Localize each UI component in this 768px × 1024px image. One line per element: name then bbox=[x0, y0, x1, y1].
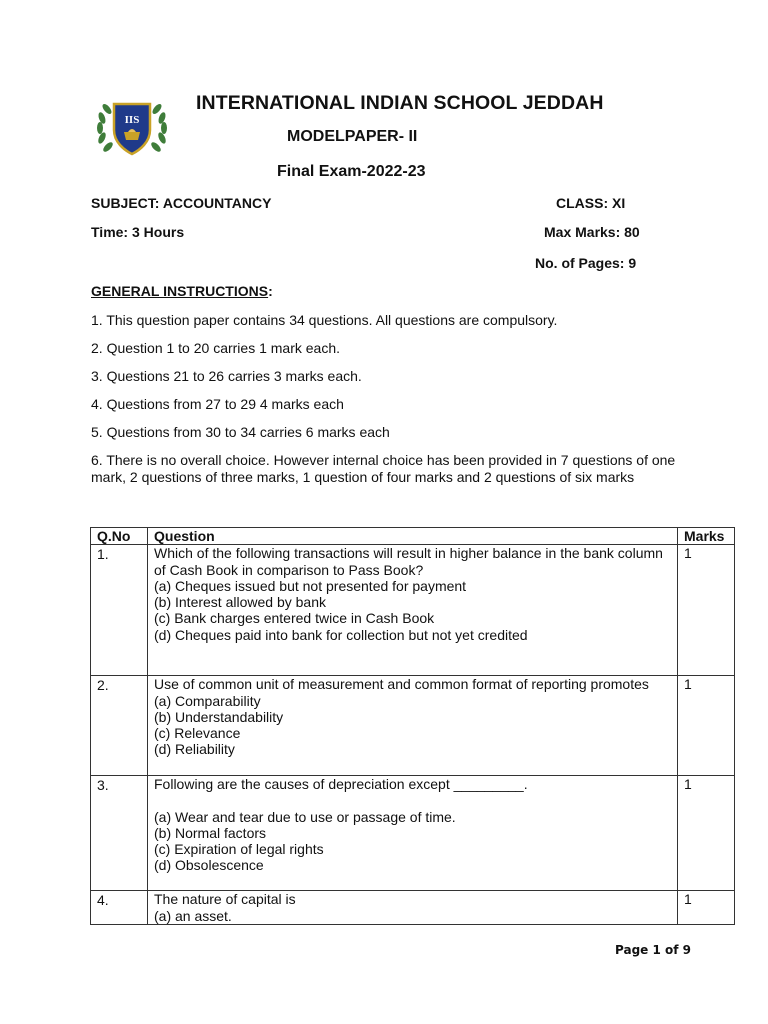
page-number: Page 1 of 9 bbox=[615, 943, 691, 957]
table-header-row bbox=[91, 528, 735, 545]
table-row bbox=[91, 545, 735, 676]
option: (b) Understandability bbox=[154, 708, 284, 725]
column-header-qno: Q.No bbox=[91, 528, 148, 545]
instruction-item: 3. Questions 21 to 26 carries 3 marks each. bbox=[91, 368, 362, 384]
instruction-item: 4. Questions from 27 to 29 4 marks each bbox=[91, 396, 344, 412]
table-row bbox=[91, 776, 735, 891]
subject-label: SUBJECT: ACCOUNTANCY bbox=[91, 195, 272, 211]
option: (d) Reliability bbox=[154, 741, 235, 758]
question-cell bbox=[148, 545, 678, 676]
table-row bbox=[91, 891, 735, 925]
instruction-item: 2. Question 1 to 20 carries 1 mark each. bbox=[91, 340, 341, 356]
pages-label: No. of Pages: 9 bbox=[535, 255, 637, 271]
option: (c) Bank charges entered twice in Cash Book bbox=[154, 610, 435, 627]
option: (a) Wear and tear due to use or passage of time. bbox=[154, 808, 456, 825]
option: (a) an asset. bbox=[154, 907, 232, 924]
option: (d) Cheques paid into bank for collection but not yet credited bbox=[154, 626, 528, 643]
instructions-heading: GENERAL INSTRUCTIONS: bbox=[91, 283, 273, 299]
option: (b) Normal factors bbox=[154, 824, 267, 841]
marks-cell: 1 bbox=[678, 891, 735, 925]
question-text: Use of common unit of measurement and common format of reporting promotes bbox=[154, 676, 649, 693]
laurel-right-icon bbox=[150, 102, 168, 153]
laurel-left-icon bbox=[97, 102, 115, 153]
instruction-item: 5. Questions from 30 to 34 carries 6 marks each bbox=[91, 424, 390, 440]
school-name: INTERNATIONAL INDIAN SCHOOL JEDDAH bbox=[196, 92, 604, 114]
option: (b) Interest allowed by bank bbox=[154, 594, 326, 611]
time-label: Time: 3 Hours bbox=[91, 224, 185, 240]
questions-table bbox=[90, 527, 735, 925]
question-text: Which of the following transactions will result in higher balance in the bank column of Cash Book in comparison to Pass Book? bbox=[154, 545, 663, 578]
column-header-marks: Marks bbox=[678, 528, 735, 545]
instruction-item: 1. This question paper contains 34 questions. All questions are compulsory. bbox=[91, 312, 558, 328]
svg-text:IIS: IIS bbox=[124, 114, 140, 126]
school-logo bbox=[94, 96, 170, 160]
class-label: CLASS: XI bbox=[556, 195, 626, 211]
option: (c) Relevance bbox=[154, 725, 241, 742]
question-cell bbox=[148, 676, 678, 776]
table-row bbox=[91, 676, 735, 776]
question-cell bbox=[148, 776, 678, 891]
marks-cell: 1 bbox=[678, 676, 735, 776]
question-text: Following are the causes of depreciation except _________. bbox=[154, 776, 528, 793]
paper-title: MODELPAPER- II bbox=[287, 128, 418, 145]
question-number: 3. bbox=[91, 776, 148, 891]
exam-title: Final Exam-2022-23 bbox=[277, 163, 426, 180]
question-number: 1. bbox=[91, 545, 148, 676]
question-number: 4. bbox=[91, 891, 148, 925]
question-cell bbox=[148, 891, 678, 925]
marks-cell: 1 bbox=[678, 545, 735, 676]
option: (d) Obsolescence bbox=[154, 857, 264, 874]
max-marks-label: Max Marks: 80 bbox=[544, 224, 640, 240]
option: (a) Comparability bbox=[154, 692, 261, 709]
option: (c) Expiration of legal rights bbox=[154, 841, 324, 858]
column-header-question: Question bbox=[148, 528, 678, 545]
option: (a) Cheques issued but not presented for payment bbox=[154, 577, 467, 594]
question-text: The nature of capital is bbox=[154, 891, 296, 908]
question-number: 2. bbox=[91, 676, 148, 776]
marks-cell: 1 bbox=[678, 776, 735, 891]
instruction-item: 6. There is no overall choice. However internal choice has been provided in 7 questions of one mark, 2 questions of three marks, 1 question of four marks and 2 questions of six marks bbox=[91, 452, 676, 485]
